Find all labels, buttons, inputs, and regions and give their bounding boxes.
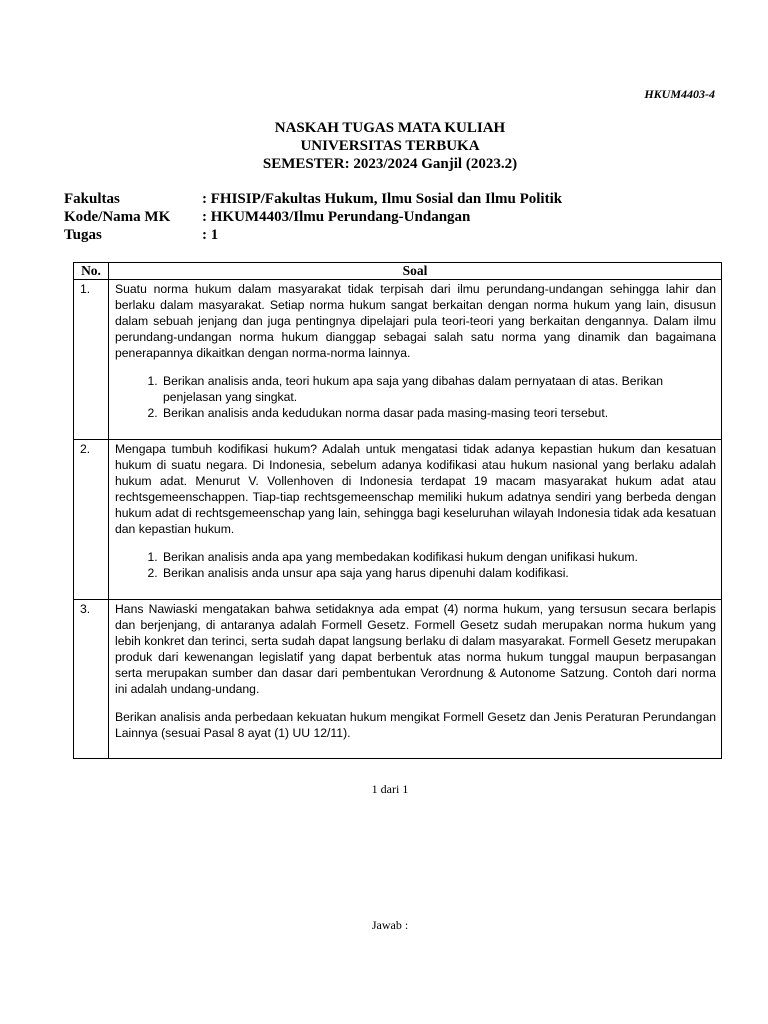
meta-row-faculty <box>64 190 562 208</box>
column-header-no: No. <box>74 263 109 280</box>
title-line: SEMESTER: 2023/2024 Ganjil (2023.2) <box>262 156 518 172</box>
course-meta <box>64 190 562 244</box>
question-items <box>115 549 716 581</box>
meta-value: : 1 <box>202 227 219 243</box>
answer-label: Jawab : <box>371 918 409 932</box>
question-items <box>115 373 716 421</box>
page-number: 1 dari 1 <box>371 782 409 796</box>
document-title <box>0 119 768 173</box>
question-number: 3. <box>74 600 109 759</box>
table-row <box>74 600 722 759</box>
meta-row-course <box>64 208 562 226</box>
question-text: Mengapa tumbuh kodifikasi hukum? Adalah untuk mengatasi tidak adanya kepastian hukum dan kesatuan hukum di suatu negara. Di Indonesia, sebelum adanya kodifikasi atau hukum nasional yang berlaku adalah hukum adat. Menurut V. Vollenhoven di Indonesia terdapat 19 macam masyarakat hukum adat atau rechtsgemeenschappen. Tiap-tiap rechtsgemeenschap memiliki hukum adatnya sendiri yang berbeda dengan hukum adat di rechtsgemeenschap yang lain, sehingga bagi keseluruhan wilayah Indonesia tidak ada kesatuan dan kepastian hukum. <box>115 442 716 536</box>
question-number: 2. <box>74 440 109 600</box>
question-instruction: Berikan analisis anda perbedaan kekuatan hukum mengikat Formell Gesetz dan Jenis Peraturan Perundangan Lainnya (sesuai Pasal 8 ayat (1) UU 12/11). <box>115 710 716 740</box>
question-text: Hans Nawiaski mengatakan bahwa setidaknya ada empat (4) norma hukum, yang tersusun secara berlapis dan berjenjang, di antaranya adalah Formell Gesetz. Formell Gesetz sudah merupakan norma hukum yang lebih konkret dan terinci, serta sudah dapat langsung berlaku di dalam masyarakat. Formell Gesetz merupakan produk dari kewenangan legislatif yang dapat berbentuk atas norma hukum tunggal maupun berpasangan serta merupakan sumber dan dasar dari pembentukan Verordnung & Autonome Satzung. Contoh dari norma ini adalah undang-undang. <box>115 602 716 696</box>
question-cell <box>109 440 722 600</box>
column-header-soal: Soal <box>109 263 722 280</box>
table-header-row <box>74 263 722 280</box>
question-cell <box>109 600 722 759</box>
document-code: HKUM4403-4 <box>644 87 715 101</box>
meta-value: : HKUM4403/Ilmu Perundang-Undangan <box>202 209 471 225</box>
meta-label: Tugas <box>64 227 102 243</box>
question-item: 2. Berikan analisis anda unsur apa saja yang harus dipenuhi dalam kodifikasi. <box>161 565 716 581</box>
table-row <box>74 280 722 440</box>
meta-label: Fakultas <box>64 191 120 207</box>
table-row <box>74 440 722 600</box>
meta-row-assignment <box>64 226 562 244</box>
question-cell <box>109 280 722 440</box>
question-text: Suatu norma hukum dalam masyarakat tidak terpisah dari ilmu perundang-undangan sehingga lahir dan berlaku dalam masyarakat. Setiap norma hukum sangat berkaitan dengan norma hukum yang lain, disusun dalam sebuah jenjang dan juga pentingnya dipelajari pula teori-teori yang berkaitan dengannya. Dalam ilmu perundang-undangan norma hukum dianggap sebagai salah satu norma yang dinamik dan bagaimana penerapannya dikaitkan dengan norma-norma lainnya. <box>115 282 716 360</box>
question-item: 1. Berikan analisis anda, teori hukum apa saja yang dibahas dalam pernyataan di atas. Berikan penjelasan yang singkat. <box>161 373 716 405</box>
question-number: 1. <box>74 280 109 440</box>
question-item: 2. Berikan analisis anda kedudukan norma dasar pada masing-masing teori tersebut. <box>161 405 716 421</box>
title-line: NASKAH TUGAS MATA KULIAH <box>274 120 506 136</box>
title-line: UNIVERSITAS TERBUKA <box>300 138 480 154</box>
question-table <box>73 262 722 759</box>
meta-value: : FHISIP/Fakultas Hukum, Ilmu Sosial dan Ilmu Politik <box>202 191 563 207</box>
meta-label: Kode/Nama MK <box>64 209 171 225</box>
question-item: 1. Berikan analisis anda apa yang membedakan kodifikasi hukum dengan unifikasi hukum. <box>161 549 716 565</box>
